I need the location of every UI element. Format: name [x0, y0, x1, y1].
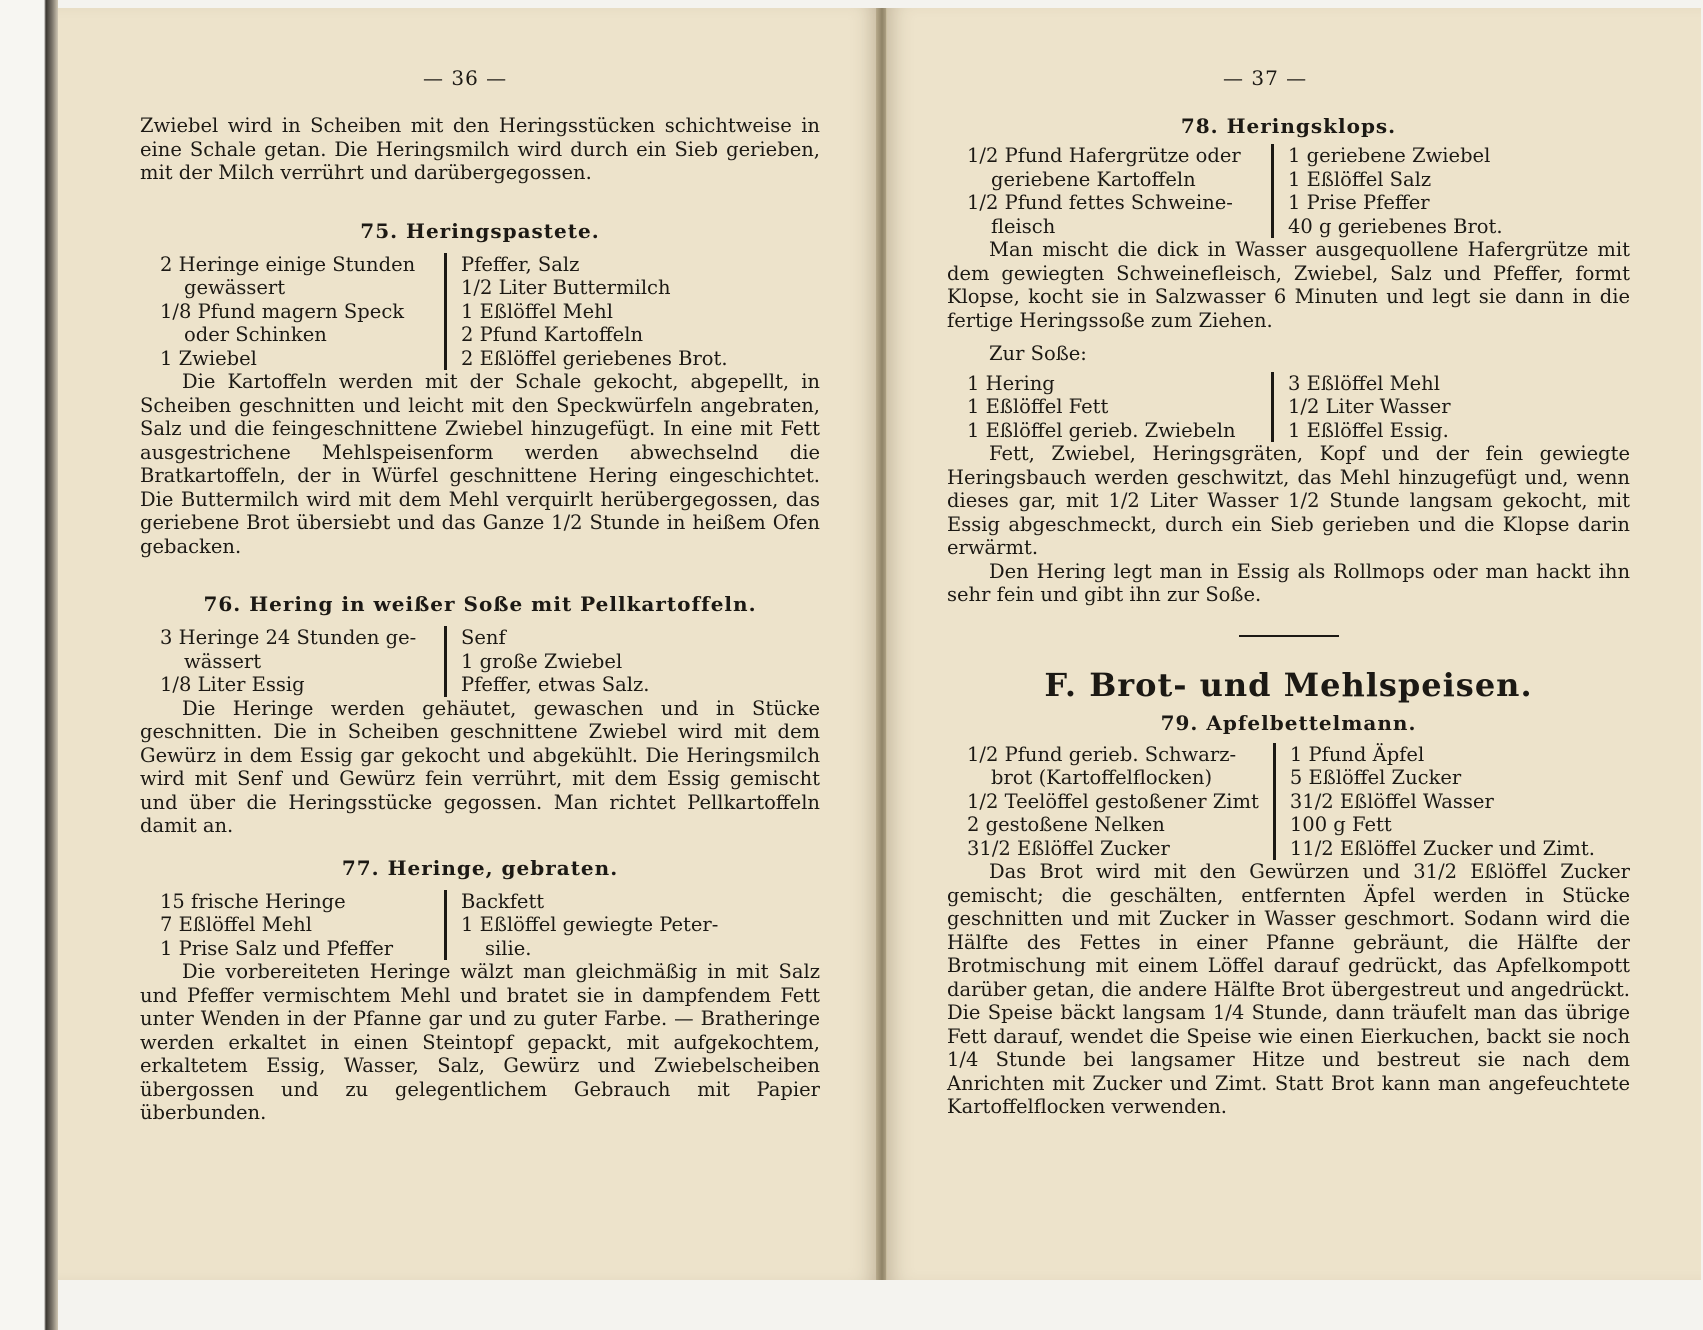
ingredient: 1/8 Pfund magern Speck [160, 299, 405, 323]
ingredient: 3 Eßlöffel Mehl [1288, 371, 1440, 395]
ingredient: 1 Eßlöffel Essig. [1288, 418, 1449, 442]
ingredients-right-column [1273, 372, 1451, 443]
page-number-right: — 37 — [1223, 66, 1308, 90]
recipe-75-text: Die Kartoffeln werden mit der Schale gekocht, abgepellt, in Scheiben geschnitten und leicht mit den Speckwürfeln angebraten, Salz und die feingeschnittene Zwiebel hinzugefügt. In eine mit Fett ausgestrichene Mehlspeisenform werden abwechselnd die Bratkartoffeln, der in Würfel geschnittene Hering eingeschichtet. Die Buttermilch wird mit dem Mehl verquirlt herübergegossen, das geriebene Brot übersiebt und das Ganze 1/2 Stunde in heißem Ofen gebacken. [140, 370, 820, 558]
ingredient: oder Schinken [184, 323, 327, 346]
ingredient: 1 Pfund Äpfel [1289, 742, 1425, 766]
recipe-78-title: 78. Heringsklops. [1180, 114, 1397, 138]
ingredient: 1/2 Liter Wasser [1288, 395, 1451, 418]
right-page [886, 8, 1701, 1280]
ingredients-right-column [446, 626, 650, 697]
ingredient: 40 g geriebenes Brot. [1288, 214, 1503, 238]
ingredients-left-column [967, 743, 1274, 861]
ingredients-right-column [1273, 144, 1503, 238]
recipe-76-ingredients [160, 626, 649, 697]
section-title: F. Brot- und Mehlspeisen. [1044, 665, 1533, 704]
ingredient: 5 Eßlöffel Zucker [1289, 766, 1462, 789]
ingredient: 2 Eßlöffel geriebenes Brot. [461, 346, 728, 370]
ingredients-right-column [1274, 743, 1595, 861]
ingredient: 1 Prise Salz und Pfeffer [160, 936, 394, 960]
recipe-77-ingredients [160, 890, 718, 961]
sauce-ingredients [967, 372, 1451, 443]
ingredient: brot (Kartoffelflocken) [991, 766, 1213, 789]
ingredient: 31/2 Eßlöffel Wasser [1289, 789, 1494, 813]
recipe-78-ingredients [967, 144, 1503, 238]
recipe-79-text: Das Brot wird mit den Gewürzen und 31/2 Eßlöffel Zucker gemischt; die geschälten, entfernten Äpfel werden in Stücke geschnitten und mit Zucker in Wasser geschmort. Sodann wird die Hälfte des Fettes in einer Pfanne gebräunt, die Hälfte der Brotmischung mit einem Löffel darauf gedrückt, das Apfelkompott darüber getan, die andere Hälfte Brot übergestreut und angedrückt. Die Speise bäckt langsam 1/4 Stunde, dann träufelt man das übrige Fett darauf, wendet die Speise wie einen Eierkuchen, backt sie noch 1/4 Stunde bei langsamer Hitze und bestreut sie nach dem Anrichten mit Zucker und Zimt. Statt Brot kann man angefeuchtete Kartoffelflocken verwenden. [947, 860, 1630, 1118]
binding-edge [0, 0, 58, 1330]
ingredient: 1/2 Pfund Hafergrütze oder [967, 144, 1241, 167]
ingredient: Senf [461, 626, 506, 649]
recipe-76-text: Die Heringe werden gehäutet, gewaschen und in Stücke geschnitten. Die in Scheiben geschnittene Zwiebel wird mit dem Gewürz in dem Essig gar gekocht und abgekühlt. Die Heringsmilch wird mit Senf und Gewürz fein verrührt, mit dem Essig gemischt und über die Heringsstücke gegossen. Man richtet Pellkartoffeln damit an. [140, 696, 820, 837]
recipe-78-final-text: Den Hering legt man in Essig als Rollmops oder man hackt ihn sehr fein und gibt ihn zur Soße. [947, 559, 1630, 606]
ingredients-right-column [446, 890, 719, 961]
ingredients-left-column [160, 890, 446, 961]
ingredient: 1 Zwiebel [160, 346, 257, 370]
ingredient: 1/2 Liter Buttermilch [461, 276, 671, 299]
ingredient: 1/2 Pfund gerieb. Schwarz- [967, 742, 1237, 766]
ingredient: gewässert [184, 276, 286, 299]
ingredient: 1 Eßlöffel Mehl [461, 299, 613, 323]
ingredient: 1 Hering [967, 371, 1055, 395]
ingredient: silie. [485, 936, 532, 960]
ingredient: 100 g Fett [1289, 813, 1392, 836]
ingredient: 1 Eßlöffel gerieb. Zwiebeln [967, 418, 1236, 442]
ingredient: 2 gestoßene Nelken [967, 813, 1165, 836]
ingredient: 31/2 Eßlöffel Zucker [967, 836, 1170, 860]
ingredient: 2 Pfund Kartoffeln [461, 323, 644, 346]
recipe-79-title: 79. Apfelbettelmann. [1160, 710, 1417, 735]
ingredients-left-column [967, 144, 1273, 238]
ingredient: Pfeffer, Salz [461, 252, 580, 276]
ingredient: 2 Heringe einige Stunden [160, 252, 416, 276]
ingredient: 1 Prise Pfeffer [1288, 191, 1430, 214]
ingredient: 1/8 Liter Essig [160, 673, 305, 696]
page-number-left: — 36 — [423, 66, 508, 90]
ingredient: wässert [184, 649, 262, 673]
recipe-78-text: Man mischt die dick in Wasser ausgequollene Hafergrütze mit dem gewiegten Schweinefleisch, Zwiebel, Salz und Pfeffer, formt Klopse, kocht sie in Salzwasser 6 Minuten und legt sie dann in die fertige Heringssoße zum Ziehen. [947, 238, 1630, 332]
ingredient: fleisch [991, 214, 1056, 238]
recipe-76-title: 76. Hering in weißer Soße mit Pellkartoffeln. [203, 592, 757, 616]
ingredients-left-column [160, 253, 446, 371]
recipe-75-title: 75. Heringspastete. [360, 218, 600, 243]
ingredient: 3 Heringe 24 Stunden ge- [160, 626, 417, 649]
left-page-content [140, 114, 820, 1125]
ingredient: 15 frische Heringe [160, 889, 346, 913]
ingredient: Backfett [461, 889, 545, 913]
sauce-label: Zur Soße: [989, 342, 1087, 365]
ingredient: 1 Eßlöffel gewiegte Peter- [461, 913, 719, 936]
ingredient: Pfeffer, etwas Salz. [461, 673, 650, 696]
ingredient: 1/2 Teelöffel gestoßener Zimt [967, 789, 1259, 813]
ingredient: 1/2 Pfund fettes Schweine- [967, 191, 1233, 214]
intro-paragraph: Zwiebel wird in Scheiben mit den Heringsstücken schichtweise in eine Schale getan. Die Heringsmilch wird durch ein Sieb gerieben, mit der Milch verrührt und darübergegossen. [140, 114, 820, 184]
ingredients-right-column [446, 253, 728, 371]
recipe-77-title: 77. Heringe, gebraten. [341, 855, 619, 880]
recipe-79-ingredients [967, 743, 1595, 861]
ingredient: 1 große Zwiebel [461, 649, 623, 673]
ingredients-left-column [160, 626, 446, 697]
recipe-75-ingredients [160, 253, 728, 371]
sauce-text: Fett, Zwiebel, Heringsgräten, Kopf und der fein gewiegte Heringsbauch werden geschwitzt, das Mehl hinzugefügt und, wenn dieses gar, mit 1/2 Liter Wasser 1/2 Stunde langsam gekocht, mit Essig abgeschmeckt, durch ein Sieb gerieben und die Klopse darin erwärmt. [947, 442, 1630, 559]
ingredient: 7 Eßlöffel Mehl [160, 913, 312, 936]
ingredient: 1 Eßlöffel Fett [967, 395, 1109, 418]
recipe-77-text: Die vorbereiteten Heringe wälzt man gleichmäßig in mit Salz und Pfeffer vermischtem Mehl und bratet sie in dampfendem Fett unter Wenden in der Pfanne gar und zu guter Farbe. — Bratheringe werden erkaltet in einen Steintopf gepackt, mit aufgekochtem, erkaltetem Essig, Wasser, Salz, Gewürz und Zwiebelscheiben übergossen und zu gelegentlichem Gebrauch mit Papier überbunden. [140, 960, 820, 1124]
left-page [58, 8, 879, 1280]
ingredient: geriebene Kartoffeln [991, 167, 1196, 191]
ingredient: 1 geriebene Zwiebel [1288, 144, 1491, 167]
ingredient: 11/2 Eßlöffel Zucker und Zimt. [1289, 836, 1595, 860]
ingredient: 1 Eßlöffel Salz [1288, 167, 1432, 191]
ingredients-left-column [967, 372, 1273, 443]
right-page-content [947, 114, 1630, 1119]
